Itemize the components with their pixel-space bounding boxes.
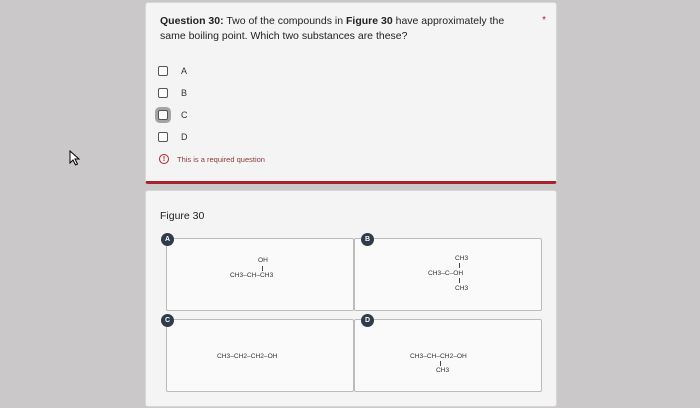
option-c[interactable] xyxy=(158,104,188,126)
compound-d-badge: D xyxy=(361,314,374,327)
required-asterisk: * xyxy=(542,15,546,26)
compound-d-bottom-label: CH3 xyxy=(436,367,450,374)
compound-c-badge: C xyxy=(161,314,174,327)
option-c-checkbox[interactable] xyxy=(158,110,168,120)
option-b[interactable] xyxy=(158,82,188,104)
compound-c-box xyxy=(166,319,354,392)
question-text xyxy=(160,14,530,44)
required-warning-text: This is a required question xyxy=(177,154,265,164)
figure-reference: Figure 30 xyxy=(346,15,393,27)
question-body-part1: Two of the compounds in xyxy=(223,15,346,27)
compound-b-box xyxy=(354,238,542,311)
compound-b-main-chain: CH3–C–OH xyxy=(428,270,464,277)
option-d[interactable] xyxy=(158,126,188,148)
required-warning xyxy=(159,154,265,164)
answer-options xyxy=(158,60,188,148)
question-label: Question 30: xyxy=(160,15,224,27)
compound-b-badge: B xyxy=(361,233,374,246)
alert-icon: ! xyxy=(159,154,169,164)
option-a-label: A xyxy=(181,66,188,76)
figure-title: Figure 30 xyxy=(160,210,205,222)
compound-a-top-label: OH xyxy=(258,257,268,264)
compound-b-top-label: CH3 xyxy=(455,255,469,262)
question-body-part2: have approximately the same boiling point. Which two substances are these? xyxy=(160,15,505,42)
compound-a-badge: A xyxy=(161,233,174,246)
compound-c-main-chain: CH3–CH2–CH2–OH xyxy=(217,353,278,360)
figure-card xyxy=(145,190,557,407)
option-b-checkbox[interactable] xyxy=(158,88,168,98)
option-a[interactable] xyxy=(158,60,188,82)
question-card xyxy=(145,2,557,184)
compound-a-box xyxy=(166,238,354,311)
option-d-label: D xyxy=(181,132,188,142)
option-a-checkbox[interactable] xyxy=(158,66,168,76)
option-d-checkbox[interactable] xyxy=(158,132,168,142)
compound-a-main-chain: CH3–CH–CH3 xyxy=(230,272,274,279)
compound-b-bottom-label: CH3 xyxy=(455,285,469,292)
compound-d-main-chain: CH3–CH–CH2–OH xyxy=(410,353,467,360)
mouse-cursor-icon xyxy=(69,150,83,166)
compound-d-box xyxy=(354,319,542,392)
option-c-label: C xyxy=(181,110,188,120)
option-b-label: B xyxy=(181,88,188,98)
